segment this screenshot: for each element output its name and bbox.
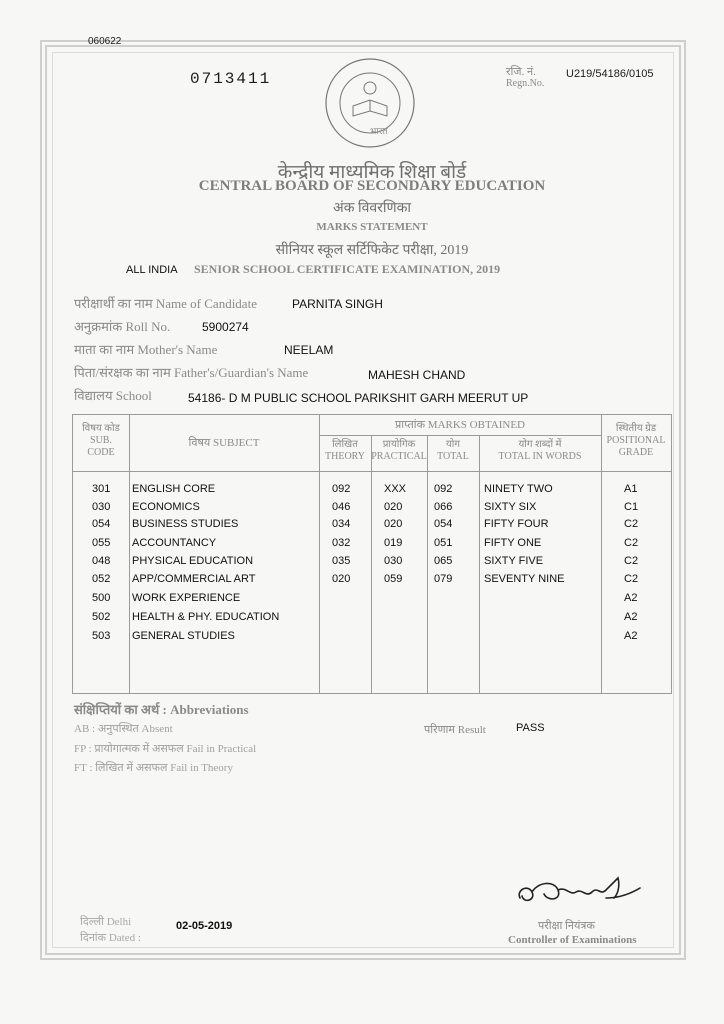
result-value: PASS <box>516 722 545 734</box>
grade-header-hi: स्थितीय ग्रेड <box>615 423 657 434</box>
mother-label: माता का नाम Mother's Name <box>74 342 218 357</box>
controller-title-hi: परीक्षा नियंत्रक <box>538 920 595 932</box>
board-name-hindi: केन्द्रीय माध्यमिक शिक्षा बोर्ड <box>277 162 467 183</box>
table-row: 055 ACCOUNTANCY 032 019 051 FIFTY ONE C2 <box>92 537 639 549</box>
roll-label: अनुक्रमांक Roll No. <box>74 319 171 334</box>
exam-title-hindi: सीनियर स्कूल सर्टिफिकेट परीक्षा, 2019 <box>275 243 469 258</box>
exam-title-english: SENIOR SCHOOL CERTIFICATE EXAMINATION, 2019 <box>194 262 501 276</box>
school-label: विद्यालय School <box>74 388 152 403</box>
roll-number: 5900274 <box>202 320 249 334</box>
table-row: 052 APP/COMMERCIAL ART 020 059 079 SEVENTY NINE C2 <box>92 573 639 585</box>
abbr-absent: AB : अनुपस्थित Absent <box>74 723 173 735</box>
issue-date: 02-05-2019 <box>176 920 233 932</box>
theory-header-en: THEORY <box>325 451 365 462</box>
statement-title-english: MARKS STATEMENT <box>316 221 428 233</box>
table-row: 500 WORK EXPERIENCE A2 <box>92 592 638 604</box>
table-row: 301 ENGLISH CORE 092 XXX 092 NINETY TWO A1 <box>92 483 638 495</box>
place-label: दिल्ली Delhi <box>80 916 132 928</box>
result-label: परिणाम Result <box>424 724 486 736</box>
total-header-hi: योग <box>445 439 461 450</box>
code-header-en2: CODE <box>87 447 115 458</box>
table-row: 048 PHYSICAL EDUCATION 035 030 065 SIXTY FIVE C2 <box>92 555 639 567</box>
regn-number: U219/54186/0105 <box>566 68 654 80</box>
statement-title-hindi: अंक विवरणिका <box>333 201 411 216</box>
code-header-en1: SUB. <box>90 435 112 446</box>
abbr-fail-theory: FT : लिखित में असफल Fail in Theory <box>74 762 233 774</box>
board-name-english: CENTRAL BOARD OF SECONDARY EDUCATION <box>198 178 546 194</box>
regn-label-hi: रजि. नं. <box>506 66 536 78</box>
theory-header-hi: लिखित <box>332 439 358 450</box>
candidate-label: परीक्षार्थी का नाम Name of Candidate <box>74 296 257 311</box>
words-header-hi: योग शब्दों में <box>518 439 562 450</box>
practical-header-hi: प्रायोगिक <box>382 439 416 450</box>
school-name: 54186- D M PUBLIC SCHOOL PARIKSHIT GARH MEERUT UP <box>188 391 529 405</box>
table-row: 503 GENERAL STUDIES A2 <box>92 630 638 642</box>
table-row: 030 ECONOMICS 046 020 066 SIXTY SIX C1 <box>92 501 639 513</box>
table-row: 054 BUSINESS STUDIES 034 020 054 FIFTY FOUR C2 <box>92 518 639 530</box>
candidate-name: PARNITA SINGH <box>292 297 383 311</box>
seal-text-bottom: भारत <box>370 126 388 136</box>
regn-label-en: Regn.No. <box>506 78 545 89</box>
controller-title-en: Controller of Examinations <box>508 934 637 946</box>
code-header-hi: विषय कोड <box>82 423 120 434</box>
grade-header-en1: POSITIONAL <box>606 435 666 446</box>
date-label: दिनांक Dated : <box>80 932 141 944</box>
mother-name: NEELAM <box>284 343 334 357</box>
father-label: पिता/संरक्षक का नाम Father's/Guardian's Name <box>74 365 309 380</box>
controller-signature-icon <box>514 868 644 914</box>
top-code: 060622 <box>88 36 122 47</box>
table-row: 502 HEALTH & PHY. EDUCATION A2 <box>92 611 638 623</box>
abbreviations-title: संक्षिप्तियों का अर्थ : Abbreviations <box>74 702 249 717</box>
practical-header-en: PRACTICAL <box>371 451 427 462</box>
marks-obtained-header: प्राप्तांक MARKS OBTAINED <box>394 419 526 431</box>
serial-number: 0713411 <box>190 70 272 88</box>
grade-header-en2: GRADE <box>618 447 654 458</box>
father-name: MAHESH CHAND <box>368 368 466 382</box>
all-india-label: ALL INDIA <box>126 264 178 276</box>
subject-header: विषय SUBJECT <box>188 437 260 449</box>
abbr-fail-practical: FP : प्रायोगात्मक में असफल Fail in Practical <box>74 743 257 755</box>
words-header-en: TOTAL IN WORDS <box>498 451 582 462</box>
total-header-en: TOTAL <box>437 451 469 462</box>
